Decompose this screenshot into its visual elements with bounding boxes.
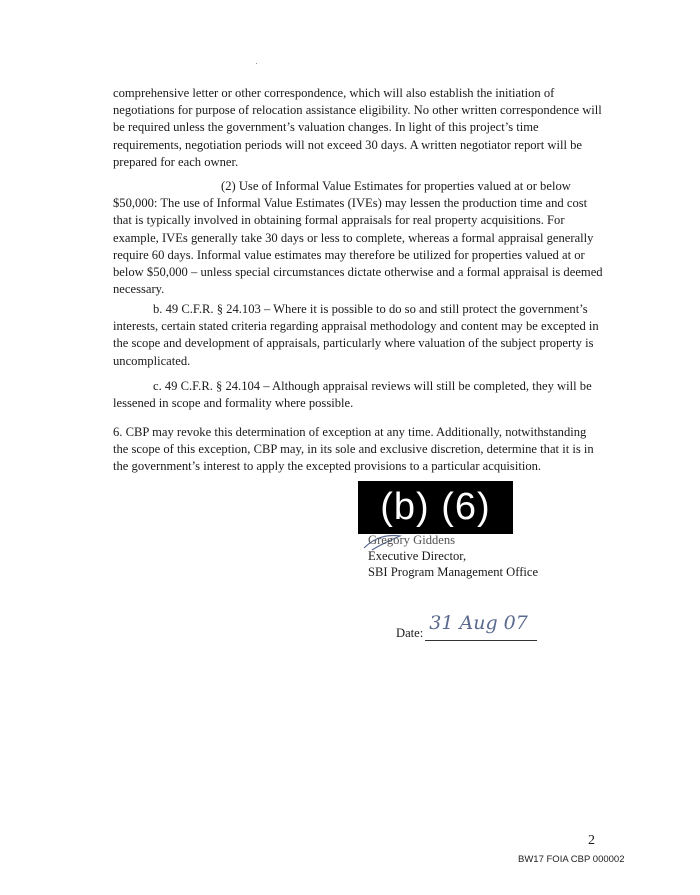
page-number: 2	[588, 833, 595, 848]
date-line	[425, 612, 537, 641]
scan-speck	[256, 63, 257, 64]
bates-number: BW17 FOIA CBP 000002	[518, 854, 625, 865]
paragraph-informal-value-estimates: (2) Use of Informal Value Estimates for properties valued at or below $50,000: The use of Informal Value Estimates (IVEs) may lessen the production time and cost that is typically involved in obtaining formal appraisals for real property acquisitions. For example, IVEs generally take 30 days or less to complete, whereas a formal appraisal generally require 60 days. Informal value estimates may therefore be utilized for properties valued at or below $50,000 – unless special circumstances dictate otherwise and a formal appraisal is deemed necessary.	[113, 179, 603, 297]
paragraph-cfr-24-103: b. 49 C.F.R. § 24.103 – Where it is possible to do so and still protect the government’s interests, certain stated criteria regarding appraisal methodology and content may be excepted in the scope and development of appraisals, particularly where valuation of the subject property is uncomplicated.	[113, 302, 599, 368]
paragraph-negotiations: comprehensive letter or other correspondence, which will also establish the initiation of negotiations for purpose of relocation assistance eligibility. No other written correspondence will be required unless the government’s valuation changes. In light of this project’s time requirements, negotiation periods will not exceed 30 days. A written negotiator report will be prepared for each owner.	[113, 86, 602, 169]
paragraph-revocation: 6. CBP may revoke this determination of exception at any time. Additionally, notwithstanding the scope of this exception, CBP may, in its sole and exclusive discretion, determine that it is in the government’s interest to apply the excepted provisions to a particular acquisition.	[113, 425, 594, 474]
date-field	[396, 612, 537, 641]
paragraph-cfr-24-104: c. 49 C.F.R. § 24.104 – Although appraisal reviews will still be completed, they will be lessened in scope and formality where possible.	[113, 379, 592, 411]
date-label: Date:	[396, 626, 424, 640]
handwritten-date: 31 Aug 07	[429, 612, 528, 634]
signer-office: SBI Program Management Office	[368, 565, 539, 579]
signer-title: Executive Director,	[368, 549, 467, 563]
signature-block	[368, 532, 538, 580]
signer-name: Gregory Giddens	[368, 533, 456, 547]
redaction-box: (b) (6)	[358, 481, 513, 534]
